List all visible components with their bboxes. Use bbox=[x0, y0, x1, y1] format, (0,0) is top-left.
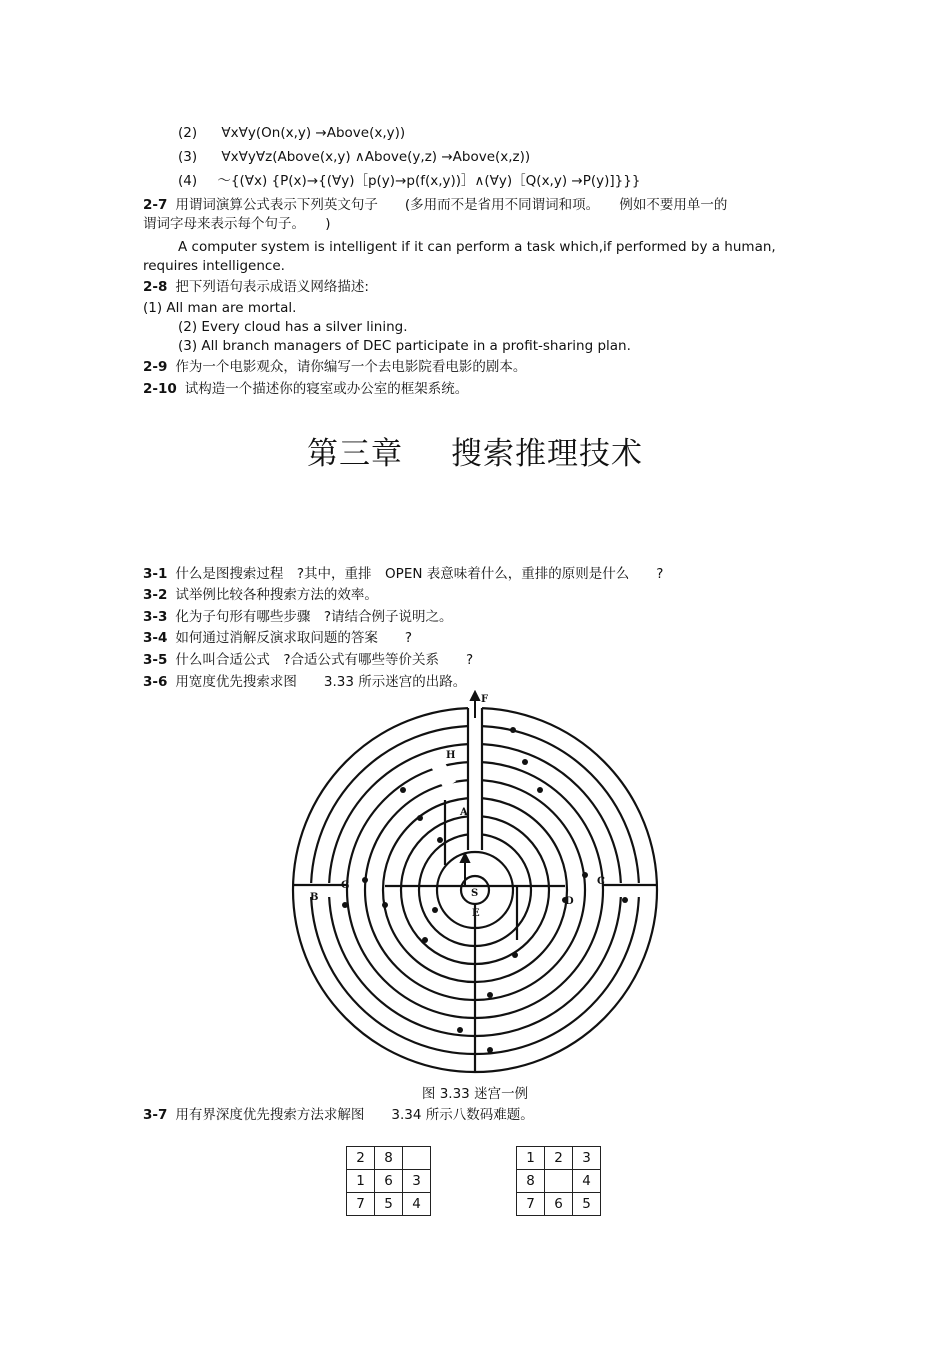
question-3-5: 3-5 什么叫合适公式 ?合适公式有哪些等价关系 ? bbox=[143, 652, 474, 668]
question-3-7: 3-7 用有界深度优先搜索方法求解图 3.34 所示八数码难题。 bbox=[143, 1107, 534, 1123]
exercise-2-7-sentence: A computer system is intelligent if it can perform a task which,if performed by a human, bbox=[178, 239, 776, 255]
figure-caption: 图 3.33 迷宫一例 bbox=[421, 1086, 529, 1102]
formula-2: (2) ∀x∀y(On(x,y) →Above(x,y)) bbox=[178, 125, 406, 141]
question-3-2: 3-2 试举例比较各种搜索方法的效率。 bbox=[143, 587, 378, 603]
exercise-2-9: 2-9 作为一个电影观众，请你编写一个去电影院看电影的剧本。 bbox=[143, 359, 527, 375]
question-3-3: 3-3 化为子句形有哪些步骤 ?请结合例子说明之。 bbox=[143, 609, 453, 625]
formula-4: (4) ～{(∀x) {P(x)→{(∀y)［p(y)→p(f(x,y))］∧(∀y)［Q(x,y) →P(y)]}}} bbox=[178, 173, 641, 189]
chapter-title bbox=[0, 428, 950, 473]
exercise-2-7: 2-7 用谓词演算公式表示下列英文句子 (多用而不是省用不同谓词和项。 例如不要用单一的 bbox=[143, 197, 728, 213]
puzzle-initial bbox=[346, 1146, 431, 1216]
exercise-2-8-item-2: (2) Every cloud has a silver lining. bbox=[178, 319, 408, 335]
maze-figure bbox=[285, 690, 665, 1080]
maze-label-f: F bbox=[481, 694, 489, 705]
exercise-2-7-sentence-cont: requires intelligence. bbox=[143, 258, 285, 274]
chapter-number: 第三章 bbox=[307, 436, 403, 472]
maze-label-d: D bbox=[565, 896, 574, 907]
maze-label-s: S bbox=[471, 888, 479, 899]
puzzle-row: 7 6 5 bbox=[517, 1193, 601, 1216]
chapter-name: 搜索推理技术 bbox=[451, 436, 643, 472]
exercise-2-8-item-3: (3) All branch managers of DEC participate in a profit-sharing plan. bbox=[178, 338, 631, 354]
question-3-4: 3-4 如何通过消解反演求取问题的答案 ? bbox=[143, 630, 413, 646]
exercise-2-8-item-1: (1) All man are mortal. bbox=[143, 300, 297, 316]
maze-label-c: C bbox=[597, 876, 605, 887]
puzzle-row: 1 6 3 bbox=[347, 1170, 431, 1193]
puzzle-row: 8 4 bbox=[517, 1170, 601, 1193]
puzzle-goal bbox=[516, 1146, 601, 1216]
puzzle-row: 7 5 4 bbox=[347, 1193, 431, 1216]
maze-label-e: E bbox=[472, 908, 480, 919]
exercise-2-10: 2-10 试构造一个描述你的寝室或办公室的框架系统。 bbox=[143, 381, 469, 397]
formula-3: (3) ∀x∀y∀z(Above(x,y) ∧Above(y,z) →Above(x,z)) bbox=[178, 149, 531, 165]
puzzle-row: 1 2 3 bbox=[517, 1147, 601, 1170]
exercise-2-8: 2-8 把下列语句表示成语义网络描述: bbox=[143, 279, 369, 295]
maze-label-h: H bbox=[446, 750, 456, 761]
maze-label-a: A bbox=[460, 807, 468, 818]
maze-label-b: B bbox=[310, 892, 319, 903]
exercise-2-7-cont: 谓词字母来表示每个句子。 ) bbox=[143, 216, 331, 232]
question-3-1: 3-1 什么是图搜索过程 ?其中，重排 OPEN 表意味着什么，重排的原则是什么 ? bbox=[143, 566, 664, 582]
maze-label-g: G bbox=[341, 880, 350, 891]
puzzle-row: 2 8 bbox=[347, 1147, 431, 1170]
question-3-6: 3-6 用宽度优先搜索求图 3.33 所示迷宫的出路。 bbox=[143, 674, 467, 690]
